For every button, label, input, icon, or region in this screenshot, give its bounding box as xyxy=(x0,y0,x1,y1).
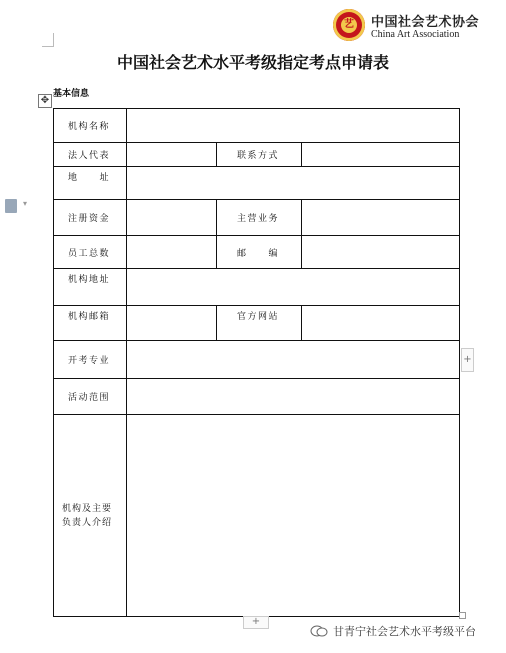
table-row xyxy=(54,269,460,306)
section-heading: 基本信息 xyxy=(53,89,90,99)
field-scope[interactable] xyxy=(127,379,460,415)
add-column-button[interactable]: + xyxy=(243,616,269,629)
label-address: 地 址 xyxy=(54,167,127,200)
label-org-address: 机构地址 xyxy=(54,269,127,306)
table-row xyxy=(54,200,460,236)
field-address[interactable] xyxy=(127,167,460,200)
table-row xyxy=(54,379,460,415)
label-org-email: 机构邮箱 xyxy=(54,306,127,341)
table-row xyxy=(54,109,460,143)
field-org-address[interactable] xyxy=(127,269,460,306)
add-row-button[interactable]: + xyxy=(461,348,474,372)
field-website[interactable] xyxy=(302,306,460,341)
field-org-name[interactable] xyxy=(127,109,460,143)
seal-center: 艺 xyxy=(341,17,357,33)
table-row xyxy=(54,306,460,341)
logo-chinese-text: 中国社会艺术协会 xyxy=(371,15,480,30)
table-row xyxy=(54,415,460,617)
field-reg-capital[interactable] xyxy=(127,200,217,236)
document-title: 中国社会艺术水平考级指定考点申请表 xyxy=(116,53,389,72)
label-reg-capital: 注册资金 xyxy=(54,200,127,236)
field-staff-count[interactable] xyxy=(127,236,217,269)
chevron-down-icon[interactable]: ▾ xyxy=(23,199,28,208)
seal-logo-icon xyxy=(333,9,365,41)
table-row xyxy=(54,143,460,167)
watermark-text: 甘青宁社会艺术水平考级平台 xyxy=(333,625,476,638)
logo-english-text: China Art Association xyxy=(371,29,460,40)
field-legal-rep[interactable] xyxy=(127,143,217,167)
field-postcode[interactable] xyxy=(302,236,460,269)
label-legal-rep: 法人代表 xyxy=(54,143,127,167)
table-row xyxy=(54,236,460,269)
label-main-business: 主营业务 xyxy=(217,200,302,236)
label-org-name: 机构名称 xyxy=(54,109,127,143)
field-majors[interactable] xyxy=(127,341,460,379)
page-corner-mark xyxy=(42,33,54,47)
table-move-handle-icon[interactable]: ✥ xyxy=(38,94,52,108)
label-contact: 联系方式 xyxy=(217,143,302,167)
table-row xyxy=(54,167,460,200)
label-postcode: 邮 编 xyxy=(217,236,302,269)
field-contact[interactable] xyxy=(302,143,460,167)
field-intro[interactable] xyxy=(127,415,460,617)
label-majors: 开考专业 xyxy=(54,341,127,379)
label-website: 官方网站 xyxy=(217,306,302,341)
wechat-icon xyxy=(310,625,328,637)
field-main-business[interactable] xyxy=(302,200,460,236)
table-row xyxy=(54,341,460,379)
label-intro: 机构及主要负责人介绍 xyxy=(54,415,127,617)
label-scope: 活动范围 xyxy=(54,379,127,415)
label-staff-count: 员工总数 xyxy=(54,236,127,269)
field-org-email[interactable] xyxy=(127,306,217,341)
association-logo xyxy=(333,9,503,43)
table-resize-handle[interactable] xyxy=(459,612,466,619)
document-icon[interactable] xyxy=(5,199,17,213)
watermark xyxy=(310,623,476,639)
application-form-table xyxy=(53,108,460,617)
